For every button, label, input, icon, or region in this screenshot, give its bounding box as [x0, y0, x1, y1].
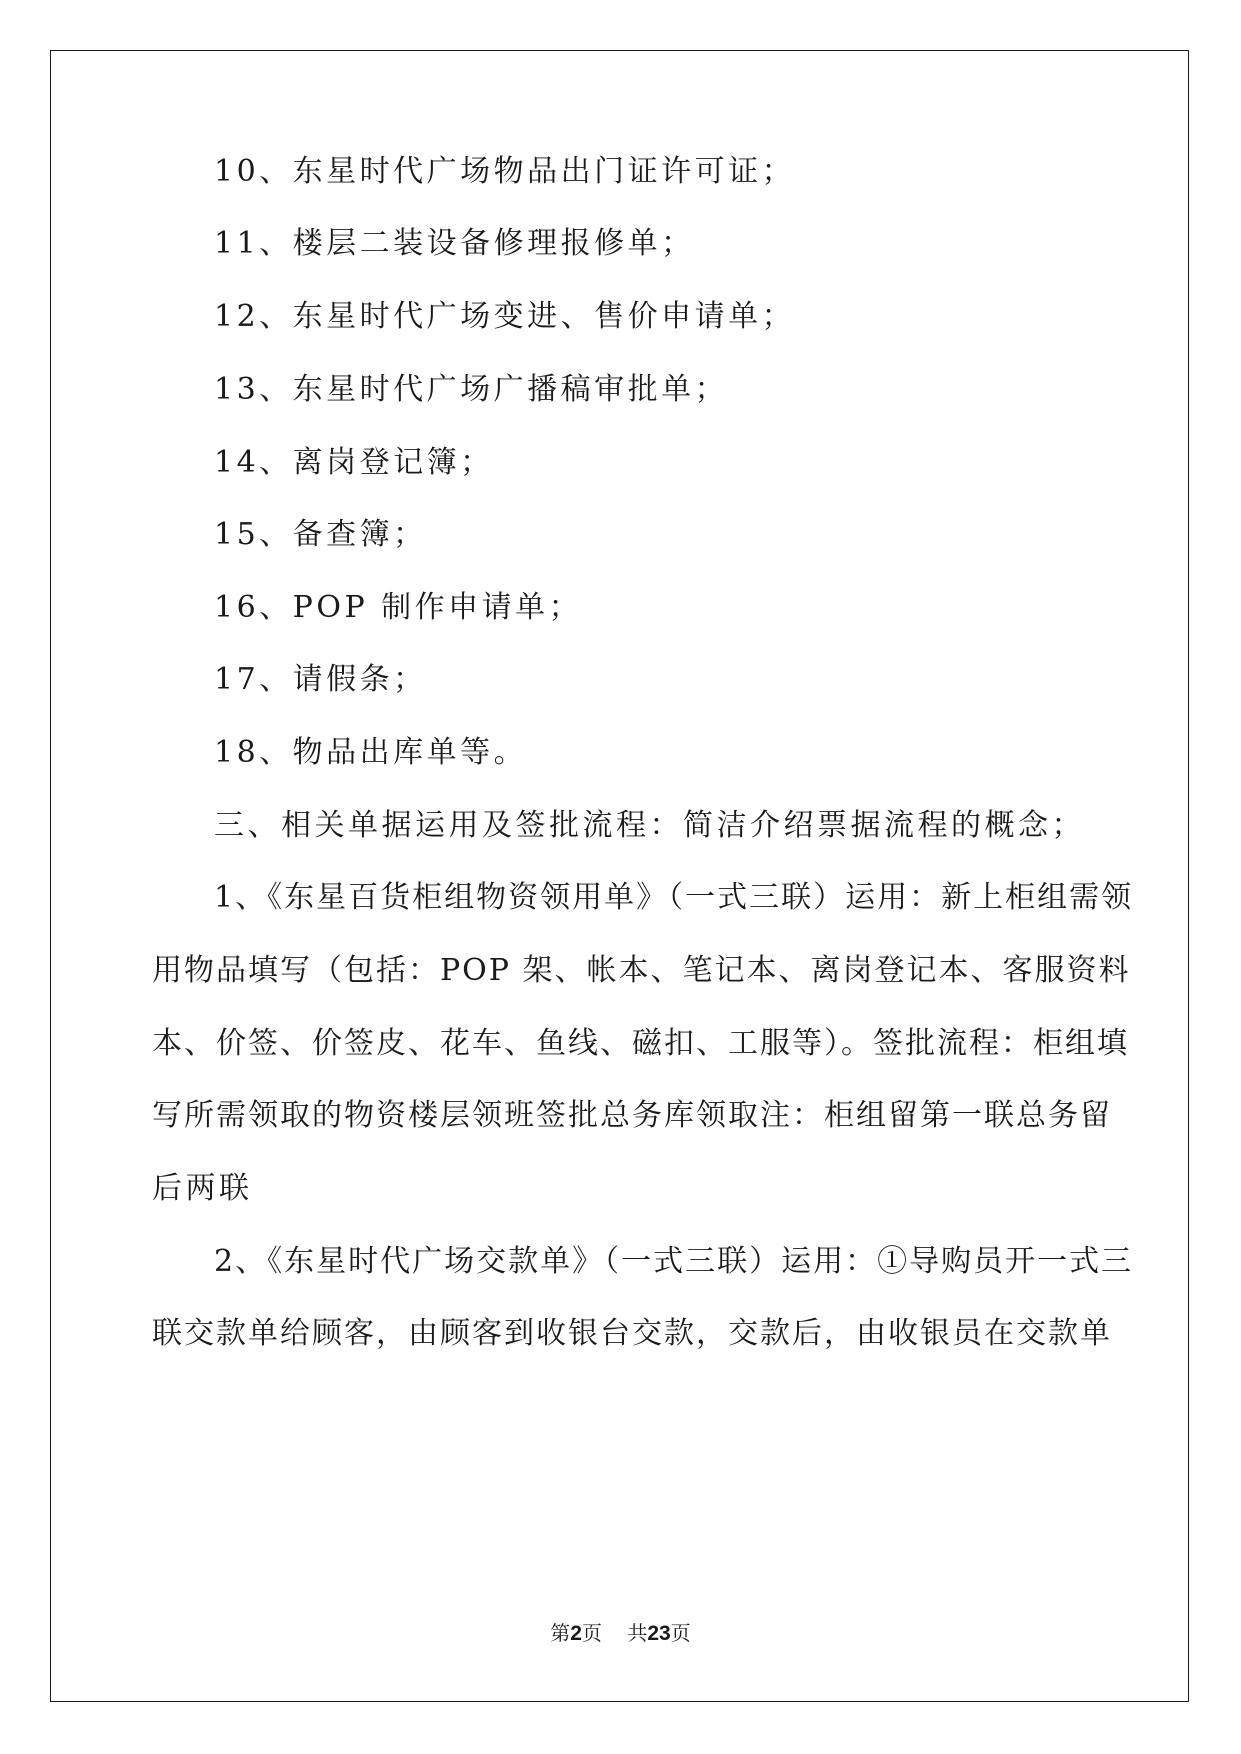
footer-prefix: 第 — [550, 1621, 571, 1645]
list-item: 15、备查簿； — [214, 517, 427, 552]
list-item: 18、物品出库单等。 — [214, 735, 528, 770]
paragraph-line: 写所需领取的物资楼层领班签批总务库领取注：柜组留第一联总务留 — [152, 1098, 1112, 1133]
paragraph-line: 用物品填写（包括：POP 架、帐本、笔记本、离岗登记本、客服资料 — [152, 953, 1131, 988]
total-page-number: 23 — [647, 1622, 671, 1645]
paragraph-line: 联交款单给顾客，由顾客到收银台交款，交款后，由收银员在交款单 — [152, 1316, 1112, 1351]
list-item: 16、POP 制作申请单； — [214, 590, 583, 625]
list-item: 11、楼层二装设备修理报修单； — [214, 226, 695, 261]
paragraph-line: 本、价签、价签皮、花车、鱼线、磁扣、工服等）。签批流程：柜组填 — [152, 1026, 1129, 1061]
footer-suffix: 页 — [670, 1621, 691, 1645]
list-item: 13、东星时代广场广播稿审批单； — [214, 372, 729, 407]
page-border — [50, 50, 1189, 1702]
paragraph-line: 1、《东星百货柜组物资领用单》（一式三联）运用：新上柜组需领 — [214, 880, 1134, 915]
list-item: 12、东星时代广场变进、售价申请单； — [214, 299, 796, 334]
section-heading: 三、相关单据运用及签批流程：简洁介绍票据流程的概念； — [214, 808, 1085, 843]
footer-mid: 页 共 — [581, 1621, 648, 1645]
current-page-number: 2 — [570, 1622, 582, 1645]
paragraph-line: 2、《东星时代广场交款单》（一式三联）运用：①导购员开一式三 — [214, 1244, 1134, 1279]
list-item: 17、请假条； — [214, 662, 427, 697]
paragraph-line: 后两联 — [152, 1171, 253, 1206]
page-footer — [0, 1617, 1241, 1646]
list-item: 14、离岗登记簿； — [214, 445, 494, 480]
list-item: 10、东星时代广场物品出门证许可证； — [214, 154, 796, 189]
